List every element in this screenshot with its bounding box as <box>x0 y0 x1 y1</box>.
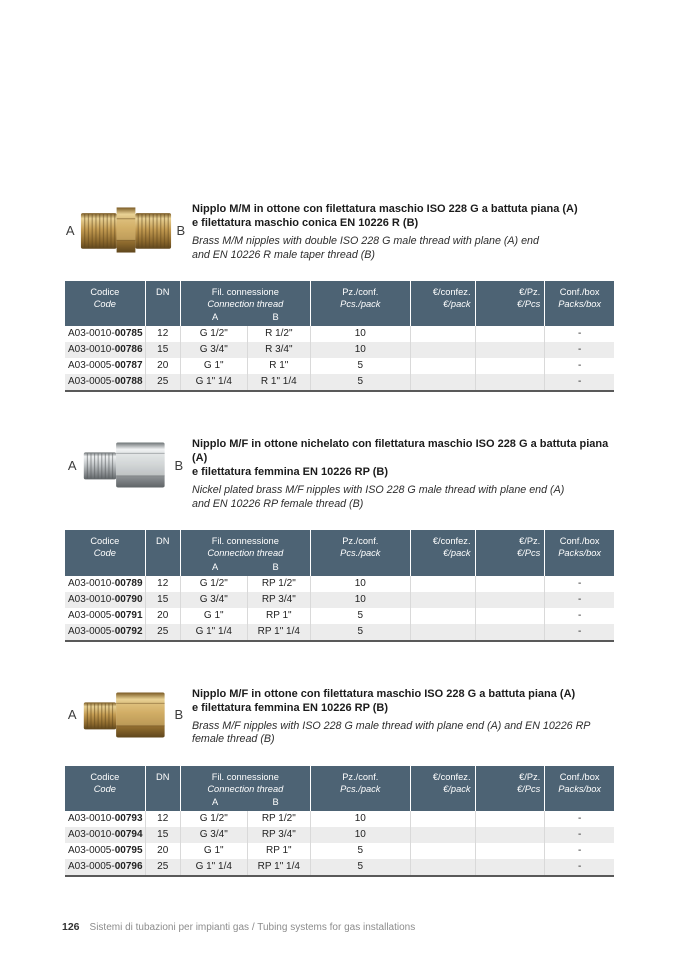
dn-cell: 25 <box>145 374 180 391</box>
title-italian: Nipplo M/F in ottone nichelato con filettatura maschio ISO 228 G a battuta piana (A) e filettatura femmina EN 10226 RP (B) <box>192 438 609 479</box>
code-cell: A03-0005-00796 <box>68 860 143 872</box>
table-row <box>65 827 614 843</box>
packs-box-cell: - <box>545 843 614 859</box>
thread-b-cell: R 1" <box>247 358 310 374</box>
eur-pcs-cell <box>475 811 545 827</box>
product-section-nickel-mf <box>65 435 614 641</box>
header-code: Codice Code <box>65 766 145 811</box>
packs-box-cell: - <box>545 608 614 624</box>
thread-b-cell: RP 1/2" <box>247 811 310 827</box>
eur-pack-cell <box>410 859 475 876</box>
thread-b-cell: RP 1/2" <box>247 576 310 592</box>
pcs-pack-cell: 10 <box>310 811 410 827</box>
eur-pack-cell <box>410 827 475 843</box>
thread-a-cell: G 1" 1/4 <box>180 374 247 391</box>
eur-pcs-cell <box>475 592 545 608</box>
header-eur-pcs: €/Pz. €/Pcs <box>475 281 545 326</box>
thread-a-cell: G 3/4" <box>180 342 247 358</box>
end-b-label: B <box>174 457 184 473</box>
table-row <box>65 342 614 358</box>
pcs-pack-cell: 5 <box>310 608 410 624</box>
code-cell: A03-0005-00792 <box>68 625 143 637</box>
header-eur-pack: €/confez. €/pack <box>410 530 475 575</box>
header-connection-thread: Fil. connessione Connection thread A B <box>180 766 310 811</box>
dn-cell: 12 <box>145 811 180 827</box>
title-english: Brass M/F nipples with ISO 228 G male thread with plane end (A) and EN 10226 RP female thread (B) <box>192 719 591 746</box>
thread-b-cell: RP 3/4" <box>247 827 310 843</box>
eur-pack-cell <box>410 342 475 358</box>
table-row <box>65 608 614 624</box>
spec-table-brass-mf <box>65 766 614 877</box>
packs-box-cell: - <box>545 342 614 358</box>
code-cell: A03-0005-00795 <box>68 844 143 856</box>
product-head <box>65 435 614 511</box>
thread-b-cell: RP 1" <box>247 608 310 624</box>
thread-b-cell: R 3/4" <box>247 342 310 358</box>
dn-cell: 20 <box>145 608 180 624</box>
eur-pack-cell <box>410 811 475 827</box>
product-head <box>65 685 614 747</box>
thread-a-cell: G 1/2" <box>180 326 247 342</box>
eur-pack-cell <box>410 326 475 342</box>
dn-cell: 15 <box>145 592 180 608</box>
header-eur-pack: €/confez. €/pack <box>410 766 475 811</box>
dn-cell: 15 <box>145 342 180 358</box>
header-sub-b: B <box>272 796 279 807</box>
page-footer <box>62 921 415 933</box>
table-row <box>65 358 614 374</box>
table-header <box>65 766 614 811</box>
product-figure <box>65 685 186 743</box>
header-eur-pcs: €/Pz. €/Pcs <box>475 530 545 575</box>
eur-pack-cell <box>410 374 475 391</box>
end-a-label: A <box>65 222 75 238</box>
table-row <box>65 859 614 876</box>
table-row <box>65 811 614 827</box>
header-code: Codice Code <box>65 281 145 326</box>
table-row <box>65 624 614 641</box>
thread-b-cell: RP 1" 1/4 <box>247 624 310 641</box>
end-a-label: A <box>67 707 77 723</box>
title-english: Nickel plated brass M/F nipples with ISO 228 G male thread with plane end (A) and EN 10226 RP female thread (B) <box>192 484 565 510</box>
header-code: Codice Code <box>65 530 145 575</box>
pcs-pack-cell: 5 <box>310 374 410 391</box>
header-packs-box: Conf./box Packs/box <box>545 281 614 326</box>
eur-pack-cell <box>410 843 475 859</box>
code-cell: A03-0010-00789 <box>68 577 143 589</box>
pcs-pack-cell: 5 <box>310 843 410 859</box>
eur-pcs-cell <box>475 624 545 641</box>
header-connection-thread: Fil. connessione Connection thread A B <box>180 530 310 575</box>
code-cell: A03-0010-00793 <box>68 812 143 824</box>
eur-pack-cell <box>410 576 475 592</box>
eur-pcs-cell <box>475 358 545 374</box>
dn-cell: 12 <box>145 576 180 592</box>
eur-pack-cell <box>410 358 475 374</box>
dn-cell: 15 <box>145 827 180 843</box>
packs-box-cell: - <box>545 326 614 342</box>
end-b-label: B <box>174 707 184 723</box>
header-sub-b: B <box>272 561 279 572</box>
code-cell: A03-0010-00786 <box>68 344 143 356</box>
eur-pcs-cell <box>475 827 545 843</box>
thread-a-cell: G 1/2" <box>180 576 247 592</box>
header-packs-box: Conf./box Packs/box <box>545 766 614 811</box>
footer-caption: Sistemi di tubazioni per impianti gas / Tubing systems for gas installations <box>89 922 416 933</box>
dn-cell: 12 <box>145 326 180 342</box>
nickel-male-female-nipple-image <box>82 437 170 493</box>
end-b-label: B <box>176 222 186 238</box>
thread-a-cell: G 1" 1/4 <box>180 859 247 876</box>
product-titles <box>192 435 614 511</box>
product-figure <box>65 435 186 493</box>
packs-box-cell: - <box>545 859 614 876</box>
packs-box-cell: - <box>545 827 614 843</box>
eur-pcs-cell <box>475 859 545 876</box>
header-sub-a: A <box>211 561 219 572</box>
header-sub-a: A <box>211 312 219 323</box>
packs-box-cell: - <box>545 811 614 827</box>
packs-box-cell: - <box>545 358 614 374</box>
packs-box-cell: - <box>545 374 614 391</box>
code-cell: A03-0005-00787 <box>68 360 143 372</box>
brass-male-male-nipple-image <box>80 202 172 258</box>
packs-box-cell: - <box>545 624 614 641</box>
title-english: Brass M/M nipples with double ISO 228 G male thread with plane (A) end and EN 10226 R male taper thread (B) <box>192 234 539 261</box>
packs-box-cell: - <box>545 592 614 608</box>
spec-table-nickel-mf <box>65 530 614 641</box>
brass-male-female-nipple-image <box>82 687 170 743</box>
table-row <box>65 592 614 608</box>
eur-pcs-cell <box>475 608 545 624</box>
eur-pcs-cell <box>475 374 545 391</box>
table-header <box>65 530 614 575</box>
pcs-pack-cell: 10 <box>310 342 410 358</box>
eur-pack-cell <box>410 608 475 624</box>
pcs-pack-cell: 10 <box>310 827 410 843</box>
product-figure <box>65 200 186 258</box>
header-dn: DN <box>145 530 180 575</box>
end-a-label: A <box>67 457 77 473</box>
thread-b-cell: RP 1" <box>247 843 310 859</box>
title-italian: Nipplo M/F in ottone con filettatura maschio ISO 228 G a battuta piana (A) e filettatura femmina EN 10226 RP (B) <box>192 687 576 714</box>
product-section-brass-mf <box>65 685 614 877</box>
eur-pack-cell <box>410 592 475 608</box>
thread-b-cell: RP 3/4" <box>247 592 310 608</box>
thread-a-cell: G 1" 1/4 <box>180 624 247 641</box>
thread-b-cell: RP 1" 1/4 <box>247 859 310 876</box>
thread-a-cell: G 1" <box>180 358 247 374</box>
header-pcs-pack: Pz./conf. Pcs./pack <box>310 766 410 811</box>
product-head <box>65 200 614 262</box>
eur-pcs-cell <box>475 342 545 358</box>
table-row <box>65 843 614 859</box>
product-section-brass-mm <box>65 200 614 392</box>
eur-pack-cell <box>410 624 475 641</box>
thread-a-cell: G 3/4" <box>180 827 247 843</box>
code-cell: A03-0010-00794 <box>68 828 143 840</box>
pcs-pack-cell: 5 <box>310 859 410 876</box>
header-eur-pack: €/confez. €/pack <box>410 281 475 326</box>
pcs-pack-cell: 10 <box>310 576 410 592</box>
pcs-pack-cell: 10 <box>310 326 410 342</box>
table-row <box>65 576 614 592</box>
header-sub-b: B <box>272 312 279 323</box>
thread-a-cell: G 1" <box>180 843 247 859</box>
product-titles <box>192 200 578 262</box>
pcs-pack-cell: 5 <box>310 358 410 374</box>
eur-pcs-cell <box>475 843 545 859</box>
table-header <box>65 281 614 326</box>
page-number: 126 <box>62 921 80 933</box>
dn-cell: 25 <box>145 624 180 641</box>
code-cell: A03-0005-00791 <box>68 609 143 621</box>
eur-pcs-cell <box>475 326 545 342</box>
product-titles <box>192 685 590 747</box>
header-dn: DN <box>145 281 180 326</box>
header-sub-a: A <box>211 796 219 807</box>
pcs-pack-cell: 5 <box>310 624 410 641</box>
dn-cell: 20 <box>145 843 180 859</box>
code-cell: A03-0005-00788 <box>68 376 143 388</box>
thread-a-cell: G 3/4" <box>180 592 247 608</box>
table-row <box>65 326 614 342</box>
header-pcs-pack: Pz./conf. Pcs./pack <box>310 530 410 575</box>
header-eur-pcs: €/Pz. €/Pcs <box>475 766 545 811</box>
thread-a-cell: G 1" <box>180 608 247 624</box>
table-row <box>65 374 614 391</box>
packs-box-cell: - <box>545 576 614 592</box>
header-dn: DN <box>145 766 180 811</box>
header-packs-box: Conf./box Packs/box <box>545 530 614 575</box>
thread-b-cell: R 1" 1/4 <box>247 374 310 391</box>
dn-cell: 20 <box>145 358 180 374</box>
thread-a-cell: G 1/2" <box>180 811 247 827</box>
code-cell: A03-0010-00785 <box>68 328 143 340</box>
eur-pcs-cell <box>475 576 545 592</box>
pcs-pack-cell: 10 <box>310 592 410 608</box>
thread-b-cell: R 1/2" <box>247 326 310 342</box>
dn-cell: 25 <box>145 859 180 876</box>
header-connection-thread: Fil. connessione Connection thread A B <box>180 281 310 326</box>
title-italian: Nipplo M/M in ottone con filettatura maschio ISO 228 G a battuta piana (A) e filettatura maschio conica EN 10226 R (B) <box>192 203 578 229</box>
code-cell: A03-0010-00790 <box>68 593 143 605</box>
spec-table-brass-mm <box>65 281 614 392</box>
header-pcs-pack: Pz./conf. Pcs./pack <box>310 281 410 326</box>
